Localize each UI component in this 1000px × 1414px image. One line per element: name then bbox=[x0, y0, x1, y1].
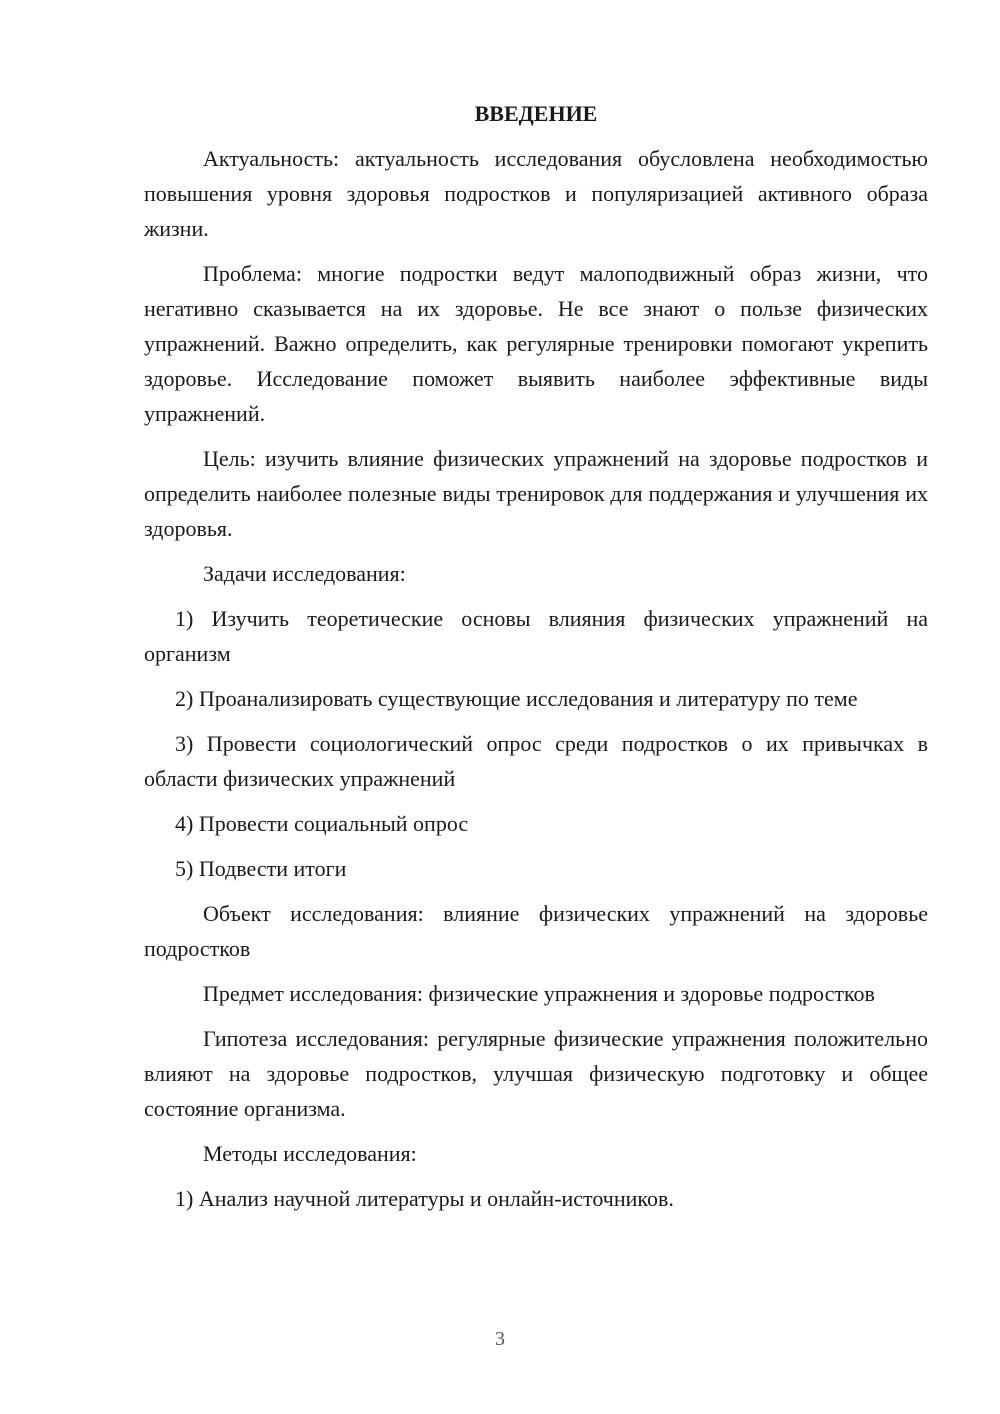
task-item-2: 2) Проанализировать существующие исследования и литературу по теме bbox=[175, 686, 858, 711]
task-item-3: 3) Провести социологический опрос среди подростков о их привычках в области физических упражнений bbox=[144, 731, 928, 791]
document-page bbox=[144, 96, 928, 1226]
method-item-1: 1) Анализ научной литературы и онлайн-источников. bbox=[175, 1186, 674, 1211]
methods-heading: Методы исследования: bbox=[203, 1141, 417, 1166]
task-item-1: 1) Изучить теоретические основы влияния физических упражнений на организм bbox=[144, 606, 928, 666]
goal-paragraph: Цель: изучить влияние физических упражнений на здоровье подростков и определить наиболее полезные виды тренировок для поддержания и улучшения их здоровья. bbox=[144, 446, 928, 541]
subject-paragraph: Предмет исследования: физические упражнения и здоровье подростков bbox=[203, 981, 875, 1006]
problem-paragraph: Проблема: многие подростки ведут малоподвижный образ жизни, что негативно сказывается на их здоровье. Не все знают о пользе физических упражнений. Важно определить, как регулярные тренировки помогают укрепить здоровье. Исследование поможет выявить наиболее эффективные виды упражнений. bbox=[144, 261, 928, 426]
relevance-paragraph: Актуальность: актуальность исследования обусловлена необходимостью повышения уровня здоровья подростков и популяризацией активного образа жизни. bbox=[144, 146, 928, 241]
page-title: ВВЕДЕНИЕ bbox=[474, 101, 598, 126]
task-item-4: 4) Провести социальный опрос bbox=[175, 811, 469, 836]
hypothesis-paragraph: Гипотеза исследования: регулярные физические упражнения положительно влияют на здоровье подростков, улучшая физическую подготовку и общее состояние организма. bbox=[144, 1026, 928, 1121]
tasks-heading: Задачи исследования: bbox=[203, 561, 406, 586]
object-paragraph: Объект исследования: влияние физических упражнений на здоровье подростков bbox=[144, 901, 928, 961]
page-number: 3 bbox=[495, 1328, 505, 1350]
task-item-5: 5) Подвести итоги bbox=[175, 856, 347, 881]
